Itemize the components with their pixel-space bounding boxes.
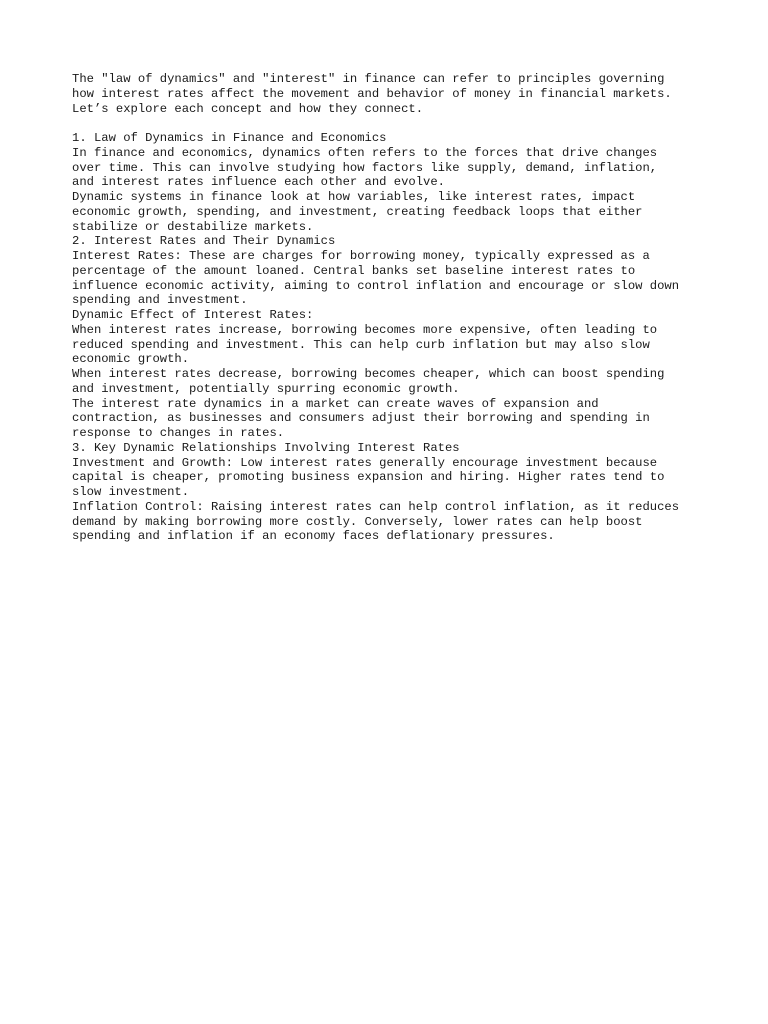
body-line: The interest rate dynamics in a market can create waves of expansion and (72, 396, 599, 411)
body-line: percentage of the amount loaned. Central banks set baseline interest rates to (72, 263, 636, 278)
body-line: When interest rates decrease, borrowing becomes cheaper, which can boost spending (72, 367, 665, 381)
body-line: capital is cheaper, promoting business expansion and hiring. Higher rates tend to (72, 470, 665, 485)
intro-line: how interest rates affect the movement and behavior of money in financial markets. (72, 86, 672, 101)
body-line: Inflation Control: Raising interest rates can help control inflation, as it reduces (72, 499, 680, 514)
body-line: reduced spending and investment. This can help curb inflation but may also slow (72, 337, 650, 352)
body-line: Dynamic systems in finance look at how variables, like interest rates, impact (72, 190, 636, 204)
body-line: spending and inflation if an economy faces deflationary pressures. (72, 529, 555, 544)
body-line: demand by making borrowing more costly. Conversely, lower rates can help boost (72, 514, 643, 529)
body-line: When interest rates increase, borrowing becomes more expensive, often leading to (72, 322, 658, 337)
intro-line: The "law of dynamics" and "interest" in finance can refer to principles governing (72, 72, 665, 86)
body-line: over time. This can involve studying how factors like supply, demand, inflation, (72, 160, 658, 175)
paragraph-gap (72, 116, 712, 131)
body-line: response to changes in rates. (72, 426, 285, 440)
body-line: In finance and economics, dynamics often refers to the forces that drive changes (72, 145, 658, 160)
body-line: and investment, potentially spurring economic growth. (72, 381, 460, 396)
body-line: and interest rates influence each other and evolve. (72, 175, 445, 190)
body-line: contraction, as businesses and consumers adjust their borrowing and spending in (72, 411, 650, 426)
body-line: stabilize or destabilize markets. (72, 219, 314, 234)
section-heading: 3. Key Dynamic Relationships Involving Interest Rates (72, 440, 460, 455)
body-line: spending and investment. (72, 293, 248, 308)
body-line: Investment and Growth: Low interest rates generally encourage investment because (72, 455, 658, 470)
section-heading: 2. Interest Rates and Their Dynamics (72, 234, 336, 249)
body-line: Interest Rates: These are charges for borrowing money, typically expressed as a (72, 249, 650, 263)
body-line: economic growth, spending, and investment, creating feedback loops that either (72, 204, 643, 219)
subheading: Dynamic Effect of Interest Rates: (72, 308, 314, 322)
body-line: slow investment. (72, 485, 190, 499)
section-heading: 1. Law of Dynamics in Finance and Economics (72, 131, 387, 145)
body-line: influence economic activity, aiming to control inflation and encourage or slow down (72, 278, 680, 293)
intro-line: Let’s explore each concept and how they connect. (72, 101, 424, 116)
body-line: economic growth. (72, 352, 190, 367)
document-text (72, 72, 712, 544)
